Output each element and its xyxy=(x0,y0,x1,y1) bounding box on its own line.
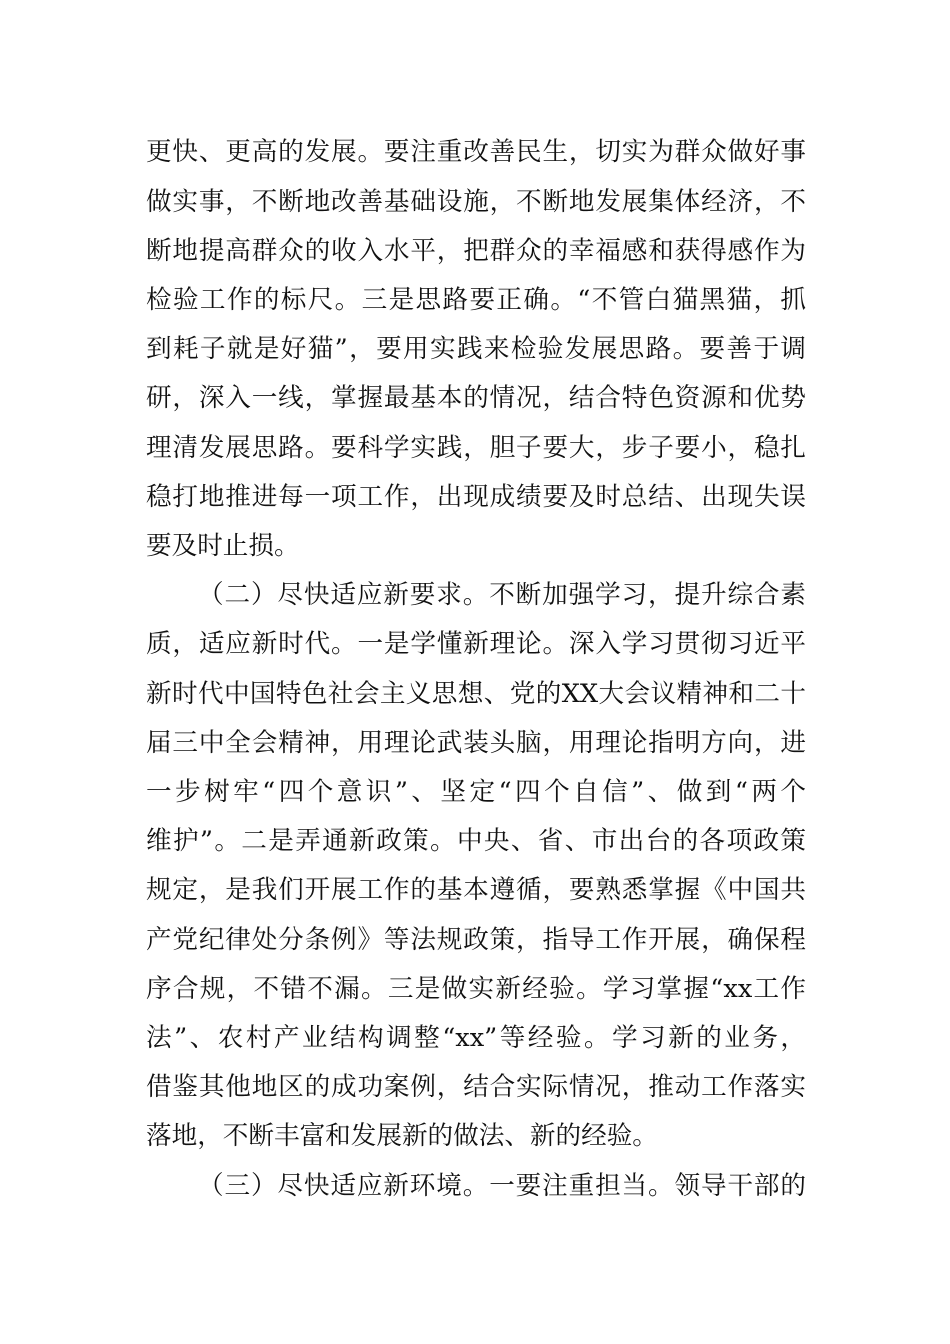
text-line: 一步树牢“四个意识”、坚定“四个自信”、做到“两个 xyxy=(146,777,806,807)
text-line: 法”、农村产业结构调整“xx”等经验。学习新的业务， xyxy=(146,1023,806,1053)
text-line: 质，适应新时代。一是学懂新理论。深入学习贯彻习近平 xyxy=(146,629,806,659)
text-line: 规定，是我们开展工作的基本遵循，要熟悉掌握《中国共 xyxy=(146,875,806,905)
text-line: 序合规，不错不漏。三是做实新经验。学习掌握“xx工作 xyxy=(146,974,806,1004)
text-line: 研，深入一线，掌握最基本的情况，结合特色资源和优势 xyxy=(146,383,806,413)
text-line: 到耗子就是好猫”，要用实践来检验发展思路。要善于调 xyxy=(146,334,806,364)
text-line: 要及时止损。 xyxy=(146,531,300,561)
text-line: 做实事，不断地改善基础设施，不断地发展集体经济，不 xyxy=(146,187,806,217)
text-line: 新时代中国特色社会主义思想、党的XX大会议精神和二十 xyxy=(146,679,806,709)
text-line: 更快、更高的发展。要注重改善民生，切实为群众做好事 xyxy=(146,137,806,167)
text-line: 理清发展思路。要科学实践，胆子要大，步子要小，稳扎 xyxy=(146,433,806,463)
text-line: 届三中全会精神，用理论武装头脑，用理论指明方向，进 xyxy=(146,728,806,758)
section-heading-line: （二）尽快适应新要求。不断加强学习，提升综合素 xyxy=(198,580,806,610)
text-line: 落地，不断丰富和发展新的做法、新的经验。 xyxy=(146,1121,658,1151)
text-line: 产党纪律处分条例》等法规政策，指导工作开展，确保程 xyxy=(146,925,806,955)
text-line: 稳打地推进每一项工作，出现成绩要及时总结、出现失误 xyxy=(146,482,806,512)
text-line: 断地提高群众的收入水平，把群众的幸福感和获得感作为 xyxy=(146,236,806,266)
section-heading-line: （三）尽快适应新环境。一要注重担当。领导干部的 xyxy=(198,1171,806,1201)
text-line: 检验工作的标尺。三是思路要正确。“不管白猫黑猫，抓 xyxy=(146,285,806,315)
text-line: 维护”。二是弄通新政策。中央、省、市出台的各项政策 xyxy=(146,826,806,856)
text-line: 借鉴其他地区的成功案例，结合实际情况，推动工作落实 xyxy=(146,1072,806,1102)
